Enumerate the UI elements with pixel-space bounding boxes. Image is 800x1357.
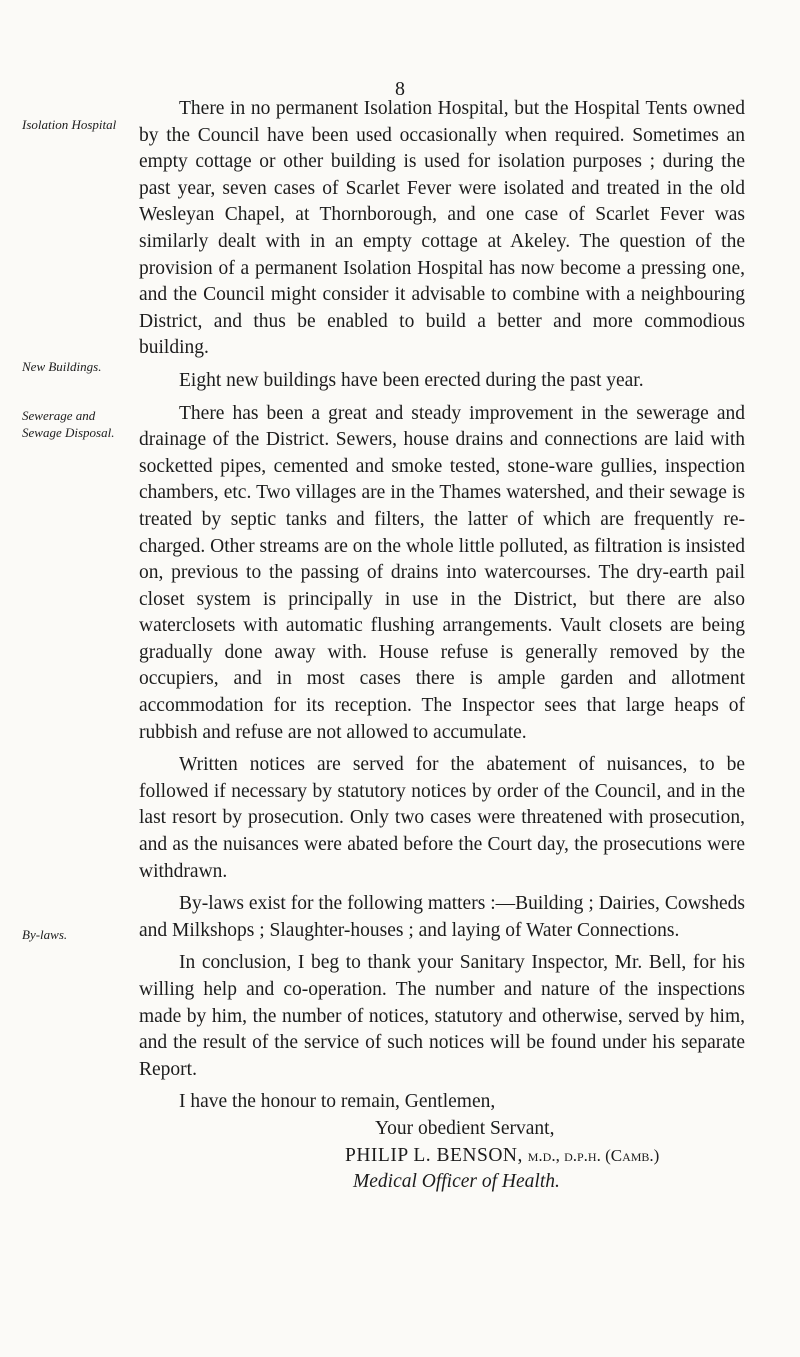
paragraph-nuisances: Written notices are served for the abatement of nuisances, to be followed if necessary by statutory notices by order of the Council, and in the last resort by prosecution. Only two cases were threatened with prosecution, and as the nuisances were abated before the Court day, the prosecutions were withdrawn.: [139, 754, 745, 882]
margin-note-bylaws: By-laws.: [22, 927, 68, 942]
margin-note-sewerage: Sewerage and Sewage Disposal.: [22, 408, 115, 440]
signature-line: [139, 1143, 745, 1170]
paragraph-bylaws: By-laws exist for the following matters :—Building ; Dairies, Cowsheds and Milkshops ; Slaughter-houses ; and laying of Water Connections.: [139, 893, 745, 941]
closing-servant: Your obedient Servant,: [375, 1117, 555, 1139]
margin-note-new-buildings: New Buildings.: [22, 359, 102, 374]
margin-note-isolation-hospital: Isolation Hospital: [22, 117, 117, 132]
paragraph-new-buildings: Eight new buildings have been erected during the past year.: [179, 369, 644, 391]
page-number: 8: [395, 78, 405, 100]
paragraph-conclusion: In conclusion, I beg to thank your Sanitary Inspector, Mr. Bell, for his willing help and co-operation. The number and nature of the inspections made by him, the number of notices, statutory and otherwise, served by him, and the result of the service of such notices will be found under his separate Report.: [139, 952, 745, 1080]
closing-honour: I have the honour to remain, Gentlemen,: [179, 1091, 496, 1113]
signature-title: Medical Officer of Health.: [353, 1171, 560, 1193]
signature-degrees: m.d., d.p.h. (Camb.): [527, 1145, 660, 1165]
paragraph-isolation-hospital: There in no permanent Isolation Hospital, but the Hospital Tents owned by the Council have been used occasionally when required. Sometimes an empty cottage or other building is used for isolation purposes ; during the past year, seven cases of Scarlet Fever were isolated and treated in the old Wesleyan Chapel, at Thornborough, and one case of Scarlet Fever was similarly dealt with in an empty cottage at Akeley. The question of the provision of a permanent Isolation Hospital has now become a pressing one, and the Council might consider it advisable to combine with a neighbouring District, and thus be enabled to build a better and more commodious building.: [139, 98, 745, 359]
paragraph-sewerage: There has been a great and steady improvement in the sewerage and drainage of the District. Sewers, house drains and connections are laid with socketted pipes, cemented and smoke tested, stone-ware gullies, inspection chambers, etc. Two villages are in the Thames watershed, and their sewage is treated by septic tanks and filters, the latter of which are frequently re-charged. Other streams are on the whole little polluted, as filtration is insisted on, previous to the passing of drains into watercourses. The dry-earth pail closet system is principally in use in the District, but there are also waterclosets with automatic flushing arrangements. Vault closets are being gradually done away with. House refuse is generally removed by the occupiers, and in most cases there is ample garden and allotment accommodation for its reception. The Inspector sees that large heaps of rubbish and refuse are not allowed to accumulate.: [139, 402, 745, 743]
document-body: [139, 96, 745, 1196]
signature-name: PHILIP L. BENSON,: [345, 1144, 523, 1166]
closing-block: [139, 1089, 745, 1195]
